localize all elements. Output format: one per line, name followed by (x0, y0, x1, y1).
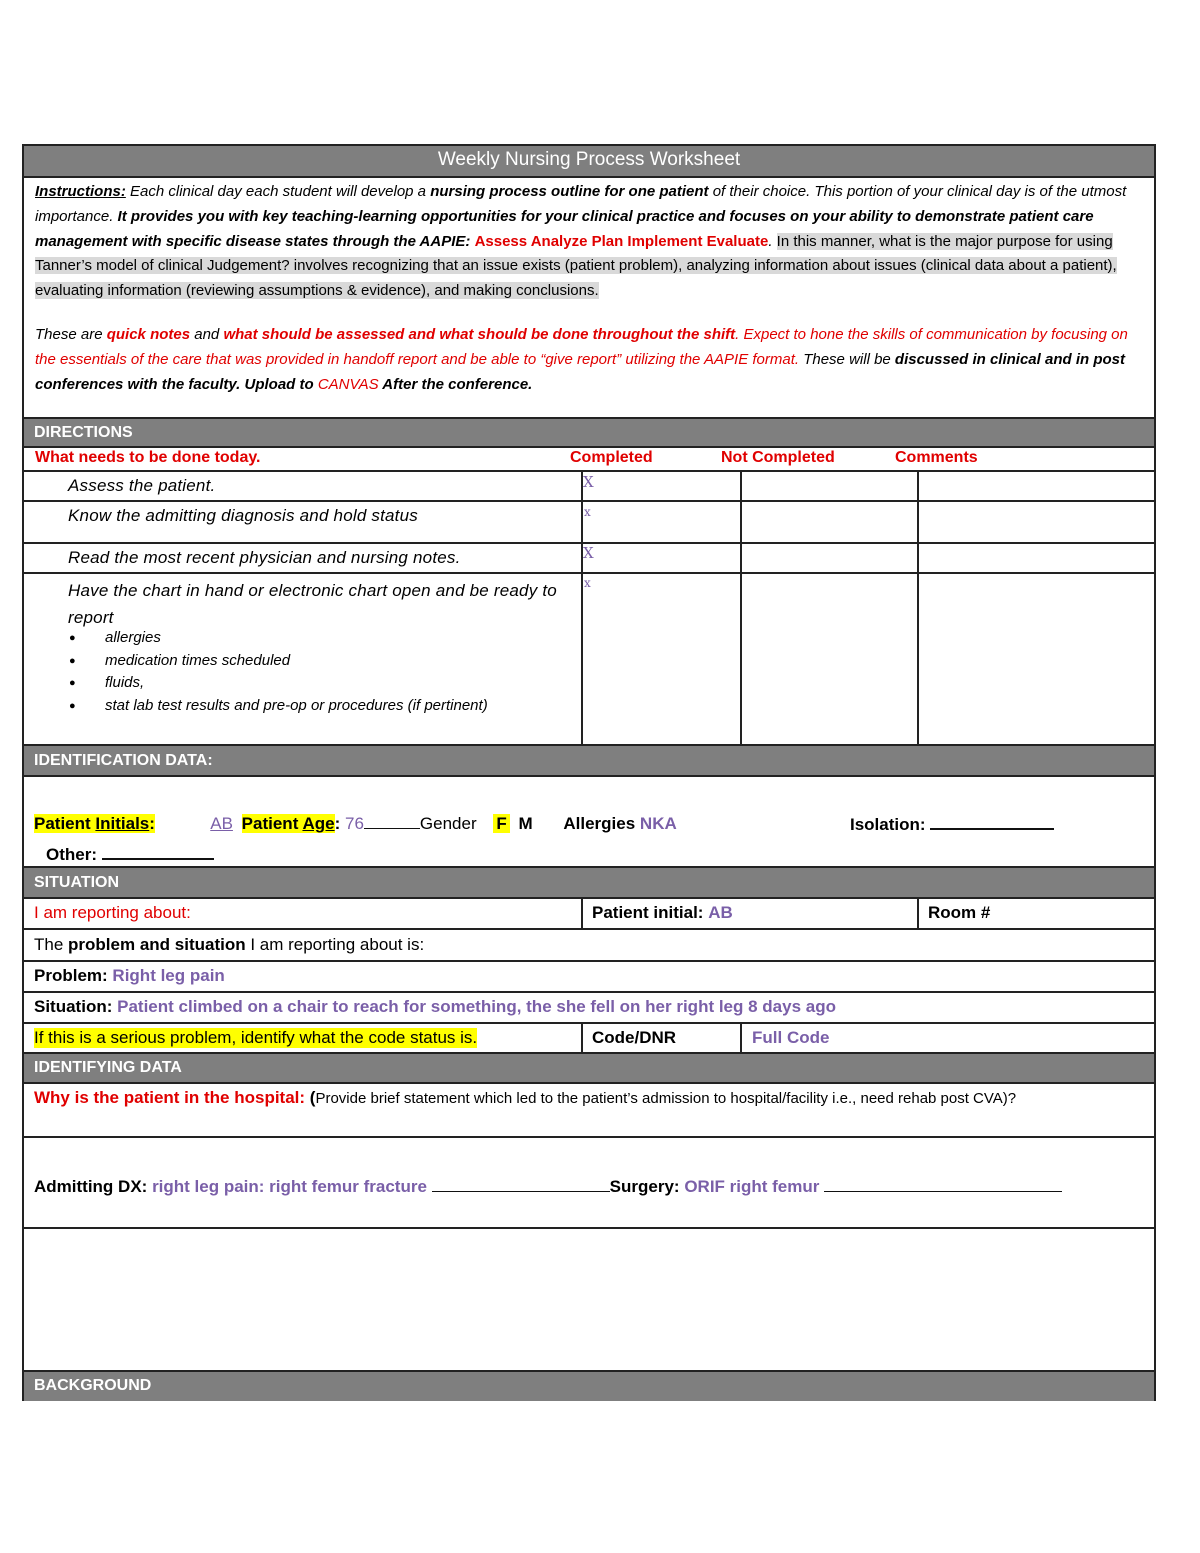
task-read-notes: Read the most recent physician and nursing notes. (68, 548, 461, 567)
instructions-text: and (190, 325, 224, 343)
other-input[interactable] (102, 840, 214, 860)
divider (24, 1136, 1154, 1138)
aapie-steps: Assess Analyze Plan Implement Evaluate (474, 232, 769, 250)
instructions-text: in clinical and in post conferences with the faculty. Upload to (35, 350, 1125, 393)
code-dnr-label: Code/DNR (592, 1028, 677, 1047)
list-item: ● fluids, (68, 672, 488, 695)
canvas-label: CANVAS (317, 375, 379, 393)
gender-label: Gender (419, 814, 477, 833)
divider (24, 500, 1154, 502)
instructions-text: . (768, 232, 777, 250)
prompt-text: problem and situation (68, 935, 246, 954)
instructions-text: Each clinical day each student will develop a (125, 183, 431, 200)
task-admitting-diagnosis: Know the admitting diagnosis and hold status (68, 506, 418, 525)
directions-header: DIRECTIONS (24, 417, 1154, 448)
instructions-text: . Expect to hone the skills of communication by focusing on the essentials of the care that was provided in handoff report and be able to “give report” utilizing the AAPIE format. (35, 325, 1128, 368)
patient-initial-label: Patient initial: (592, 903, 704, 922)
instructions-paragraph-1 (35, 180, 1139, 304)
instructions-text: After the conference. (378, 375, 533, 393)
list-item: ● allergies (68, 627, 488, 650)
identification-header: IDENTIFICATION DATA: (24, 744, 1154, 777)
col-comments-header: Comments (895, 449, 978, 466)
allergies-label: Allergies (563, 814, 636, 833)
gender-f[interactable]: F (493, 814, 509, 833)
col-task-header: What needs to be done today. (35, 449, 261, 466)
isolation-field (850, 810, 1054, 835)
identifying-header: IDENTIFYING DATA (24, 1052, 1154, 1084)
identification-line: Patient Initials: AB Patient Age: 76 Gender F M Allergies NKA (34, 810, 677, 834)
gender-m[interactable]: M (518, 814, 533, 833)
isolation-input[interactable] (930, 810, 1054, 830)
instructions-label: Instructions: (35, 183, 126, 200)
instructions-block (35, 180, 1139, 397)
task-chart-ready: Have the chart in hand or electronic chart open and be ready to report (68, 581, 557, 627)
divider (24, 991, 1154, 993)
col-divider (740, 1022, 742, 1052)
prompt-text: I am reporting about is: (245, 935, 425, 954)
instructions-paragraph-2 (35, 323, 1139, 397)
divider (24, 960, 1154, 962)
age-value[interactable]: 76 (344, 814, 364, 833)
instructions-text: of their choice. This portion of your clinical day is of the utmost importance. (35, 183, 1127, 225)
age-blank (364, 810, 420, 829)
problem-label: Problem: (34, 966, 108, 985)
why-hospital-paren: ( (309, 1088, 316, 1107)
divider (24, 928, 1154, 930)
worksheet-title: Weekly Nursing Process Worksheet (24, 146, 1154, 178)
instructions-text: nursing process outline for one patient (430, 183, 709, 200)
why-hospital-label: Why is the patient in the hospital: (34, 1088, 306, 1107)
instructions-text: It provides you with key teaching-learning opportunities for your clinical practice and focuses on your ability to demonstrate patient care management with specific disease states through the AAPIE: (35, 207, 1094, 250)
instructions-text: discussed (894, 350, 969, 368)
patient-initial-value[interactable]: AB (708, 903, 733, 922)
col-completed-header: Completed (570, 449, 653, 466)
initials-value[interactable]: AB (210, 814, 233, 833)
prompt-text: The (34, 935, 69, 954)
report-checklist (68, 627, 488, 718)
col-divider (917, 470, 919, 744)
situation-label: Situation: (34, 997, 113, 1016)
reporting-about-label: I am reporting about: (34, 903, 191, 922)
admitting-blank (432, 1173, 610, 1192)
patient-initial-field (592, 903, 733, 923)
instructions-text: These will be (799, 350, 895, 368)
instructions-text: what should be assessed and what should be done throughout the shift (223, 325, 736, 343)
problem-value[interactable]: Right leg pain (112, 966, 225, 985)
worksheet (22, 144, 1156, 1401)
other-field (46, 840, 214, 865)
admitting-row (34, 1173, 1062, 1197)
divider (24, 470, 1154, 472)
initials-label: Patient Initials: (34, 814, 155, 833)
col-divider (581, 897, 583, 929)
completed-mark[interactable]: x (584, 505, 591, 519)
admitting-dx-value[interactable]: right leg pain: right femur fracture (152, 1177, 427, 1196)
problem-row (34, 966, 225, 986)
instructions-text: These are (35, 325, 107, 343)
allergies-value[interactable]: NKA (639, 814, 677, 833)
problem-situation-prompt (34, 935, 424, 955)
divider (24, 572, 1154, 574)
surgery-value[interactable]: ORIF right femur (684, 1177, 820, 1196)
divider (24, 1022, 1154, 1024)
col-divider (581, 1022, 583, 1052)
background-header: BACKGROUND (24, 1370, 1154, 1401)
situation-value[interactable]: Patient climbed on a chair to reach for something, the she fell on her right leg 8 days ago (117, 997, 836, 1016)
situation-header: SITUATION (24, 866, 1154, 899)
code-status-value[interactable]: Full Code (752, 1028, 830, 1047)
paragraph-gap (35, 304, 1139, 323)
why-hospital-hint: Provide brief statement which led to the patient’s admission to hospital/facility i.e., need rehab post CVA)? (315, 1090, 1017, 1107)
list-item: ● stat lab test results and pre-op or procedures (if pertinent) (68, 695, 488, 718)
col-divider (581, 470, 583, 744)
surgery-label: Surgery: (609, 1177, 680, 1196)
isolation-label: Isolation: (850, 815, 926, 834)
code-status-prompt: If this is a serious problem, identify what the code status is. (34, 1028, 478, 1047)
completed-mark[interactable]: X (583, 473, 594, 491)
col-not-completed-header: Not Completed (721, 449, 835, 466)
instructions-text: quick notes (106, 325, 191, 343)
other-label: Other: (46, 845, 97, 864)
room-label[interactable]: Room # (928, 903, 991, 922)
why-hospital-row (34, 1088, 1016, 1108)
completed-mark[interactable]: X (583, 544, 594, 562)
divider (24, 1227, 1154, 1229)
col-divider (917, 897, 919, 929)
task-assess-patient: Assess the patient. (68, 476, 216, 495)
completed-mark[interactable]: x (584, 576, 591, 590)
tanner-model-text: In this manner, what is the major purpose for using Tanner’s model of clinical Judgement? involves recognizing that an issue exists (patient problem), analyzing information about issues (clinical data about a patient), evaluating information (reviewing assumptions & evidence), and making conclusions. (35, 232, 1117, 300)
age-label: Patient Age (241, 814, 335, 833)
surgery-blank (824, 1173, 1062, 1192)
list-item: ● medication times scheduled (68, 650, 488, 673)
col-divider (740, 470, 742, 744)
admitting-dx-label: Admitting DX: (34, 1177, 148, 1196)
situation-row (34, 997, 836, 1017)
